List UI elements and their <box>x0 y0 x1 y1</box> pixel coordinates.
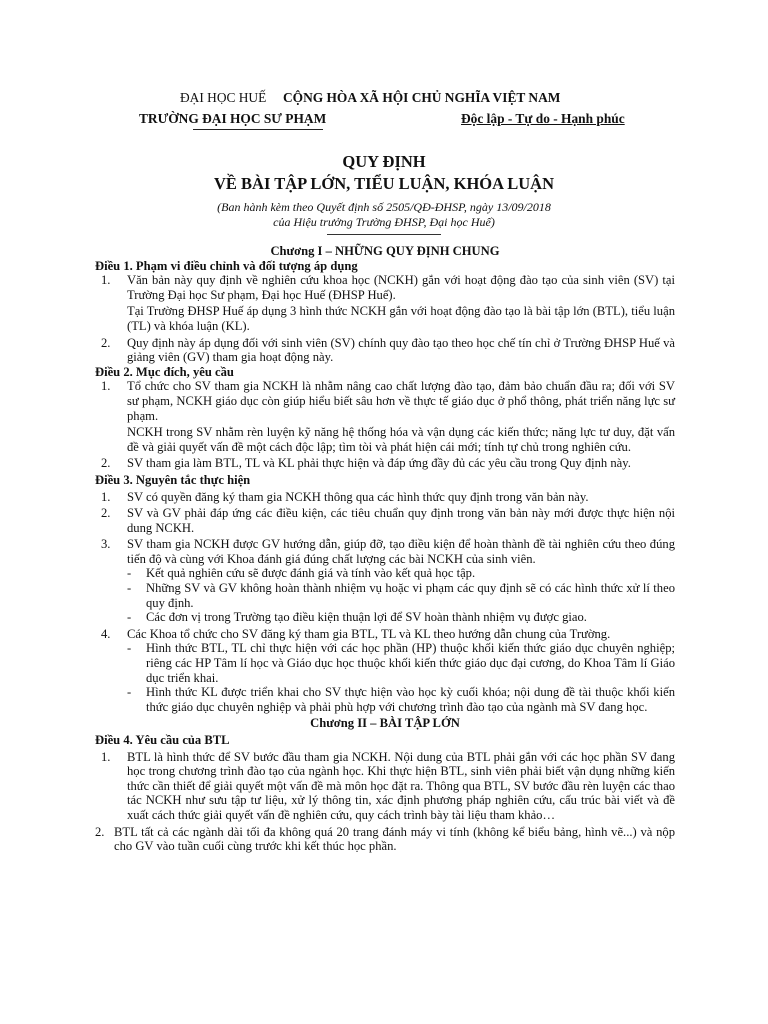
article-2-item-2: 2. SV tham gia làm BTL, TL và KL phải thực hiện và đáp ứng đầy đủ các yêu cầu trong Quy định này. <box>101 456 631 471</box>
national-title: CỘNG HÒA XÃ HỘI CHỦ NGHĨA VIỆT NAM <box>283 90 561 105</box>
issuance-note-line2: của Hiệu trưởng Trường ĐHSP, Đại học Huế) <box>273 215 495 229</box>
article-3-item-3-bullet-1: - Kết quả nghiên cứu sẽ được đánh giá và tính vào kết quả học tập. <box>127 566 476 581</box>
article-3-item-4-bullet-1: - Hình thức BTL, TL chỉ thực hiện với các học phần (HP) thuộc khối kiến thức giáo dục chuyên nghiệp; riêng các HP Tâm lí học và Giáo dục học thuộc khối kiến thức giáo dục đại cương, do Khoa Tâm lí Giáo dục triển khai. <box>127 641 675 685</box>
article-1-title: Điều 1. Phạm vi điều chỉnh và đối tượng áp dụng <box>95 258 358 273</box>
chapter-2-heading: Chương II – BÀI TẬP LỚN <box>310 716 460 731</box>
document-subtitle: VỀ BÀI TẬP LỚN, TIỂU LUẬN, KHÓA LUẬN <box>214 174 554 193</box>
chapter-heading: Chương I – NHỮNG QUY ĐỊNH CHUNG <box>270 244 500 258</box>
article-2-item-1: 1. Tổ chức cho SV tham gia NCKH là nhằm nâng cao chất lượng đào tạo, đảm bảo chuẩn đầu ra; đối với SV sư phạm, NCKH giáo dục còn giúp hiểu biết sâu hơn về thực tế giáo dục ở phổ thông, phát triển năng lực sư phạm. <box>101 379 675 423</box>
document-body <box>95 244 675 854</box>
school-underline <box>193 129 323 130</box>
title-divider <box>327 234 441 235</box>
article-2-title: Điều 2. Mục đích, yêu cầu <box>95 364 234 379</box>
article-4-item-1: 1. BTL là hình thức để SV bước đầu tham gia NCKH. Nội dung của BTL phải gắn với các học phần SV đang học trong chương trình đào tạo của ngành học. Khi thực hiện BTL, sinh viên phải biết vận dụng những kiến thức cần thiết để giải quyết một vấn đề mà môn học đặt ra. Thông qua BTL, SV bước đầu rèn luyện các thao tác NCKH như sưu tập tư liệu, xử lý thông tin, xác định phương pháp nghiên cứu, cấu trúc bài viết và đề xuất cách thức giải quyết vấn đề nghiên cứu, quy cách trình bày tài liệu tham khảo… <box>101 749 675 822</box>
article-3-item-2: 2. SV và GV phải đáp ứng các điều kiện, các tiêu chuẩn quy định trong văn bản này mới được thực hiện nội dung NCKH. <box>101 506 675 535</box>
school-name: TRƯỜNG ĐẠI HỌC SƯ PHẠM <box>139 111 327 126</box>
university-name: ĐẠI HỌC HUẾ <box>180 90 267 105</box>
article-3-title: Điều 3. Nguyên tắc thực hiện <box>95 472 251 487</box>
article-3-item-1: 1. SV có quyền đăng ký tham gia NCKH thông qua các hình thức quy định trong văn bản này. <box>101 489 589 504</box>
issuance-note-line1: (Ban hành kèm theo Quyết định số 2505/QĐ-ĐHSP, ngày 13/09/2018 <box>217 200 551 214</box>
article-3-item-3-bullet-3: - Các đơn vị trong Trường tạo điều kiện thuận lợi để SV hoàn thành nhiệm vụ được giao. <box>127 610 587 625</box>
article-3-item-3: 3. SV tham gia NCKH được GV hướng dẫn, giúp đỡ, tạo điều kiện để hoàn thành đề tài nghiên cứu theo đúng tiến độ và cùng với Khoa đánh giá đúng chất lượng các bài NCKH của sinh viên. <box>101 537 675 566</box>
document-title: QUY ĐỊNH <box>342 152 426 171</box>
article-1-item-2: 2. Quy định này áp dụng đối với sinh viên (SV) chính quy đào tạo theo học chế tín chỉ ở Trường ĐHSP Huế và giảng viên (GV) tham gia hoạt động này. <box>101 335 675 365</box>
article-3-item-4-bullet-2: - Hình thức KL được triển khai cho SV thực hiện vào học kỳ cuối khóa; nội dung đề tài thuộc khối kiến thức giáo dục chuyên nghiệp và phải phù hợp với chương trình đào tạo của ngành mà SV đang học. <box>127 685 675 714</box>
article-3-item-4: 4. Các Khoa tổ chức cho SV đăng ký tham gia BTL, TL và KL theo hướng dẫn chung của Trường. <box>101 626 611 641</box>
national-motto: Độc lập - Tự do - Hạnh phúc <box>461 111 625 126</box>
article-4-item-2: 2. BTL tất cả các ngành dài tối đa không quá 20 trang đánh máy vi tính (không kể biểu bảng, hình vẽ...) và nộp cho GV vào tuần cuối cùng trước khi kết thúc học phần. <box>95 824 675 854</box>
article-1-item-1-paragraph: Tại Trường ĐHSP Huế áp dụng 3 hình thức NCKH gắn với hoạt động đào tạo là bài tập lớn (BTL), tiểu luận (TL) và khóa luận (KL). <box>127 304 675 333</box>
article-4-title: Điều 4. Yêu cầu của BTL <box>95 733 230 747</box>
article-1-item-1: 1. Văn bản này quy định về nghiên cứu khoa học (NCKH) gắn với hoạt động đào tạo của sinh viên (SV) tại Trường Đại học Sư phạm, Đại học Huế (ĐHSP Huế). <box>101 273 675 302</box>
article-3-item-3-bullet-2: - Những SV và GV không hoàn thành nhiệm vụ hoặc vi phạm các quy định sẽ có các hình thức xử lí theo quy định. <box>127 581 675 610</box>
article-2-item-1-paragraph: NCKH trong SV nhằm rèn luyện kỹ năng hệ thống hóa và vận dụng các kiến thức; năng lực tư duy, đặt vấn đề và giải quyết vấn đề một cách độc lập; tìm tòi và phát hiện cái mới; tính tự chủ trong nghiên cứu. <box>127 425 675 454</box>
